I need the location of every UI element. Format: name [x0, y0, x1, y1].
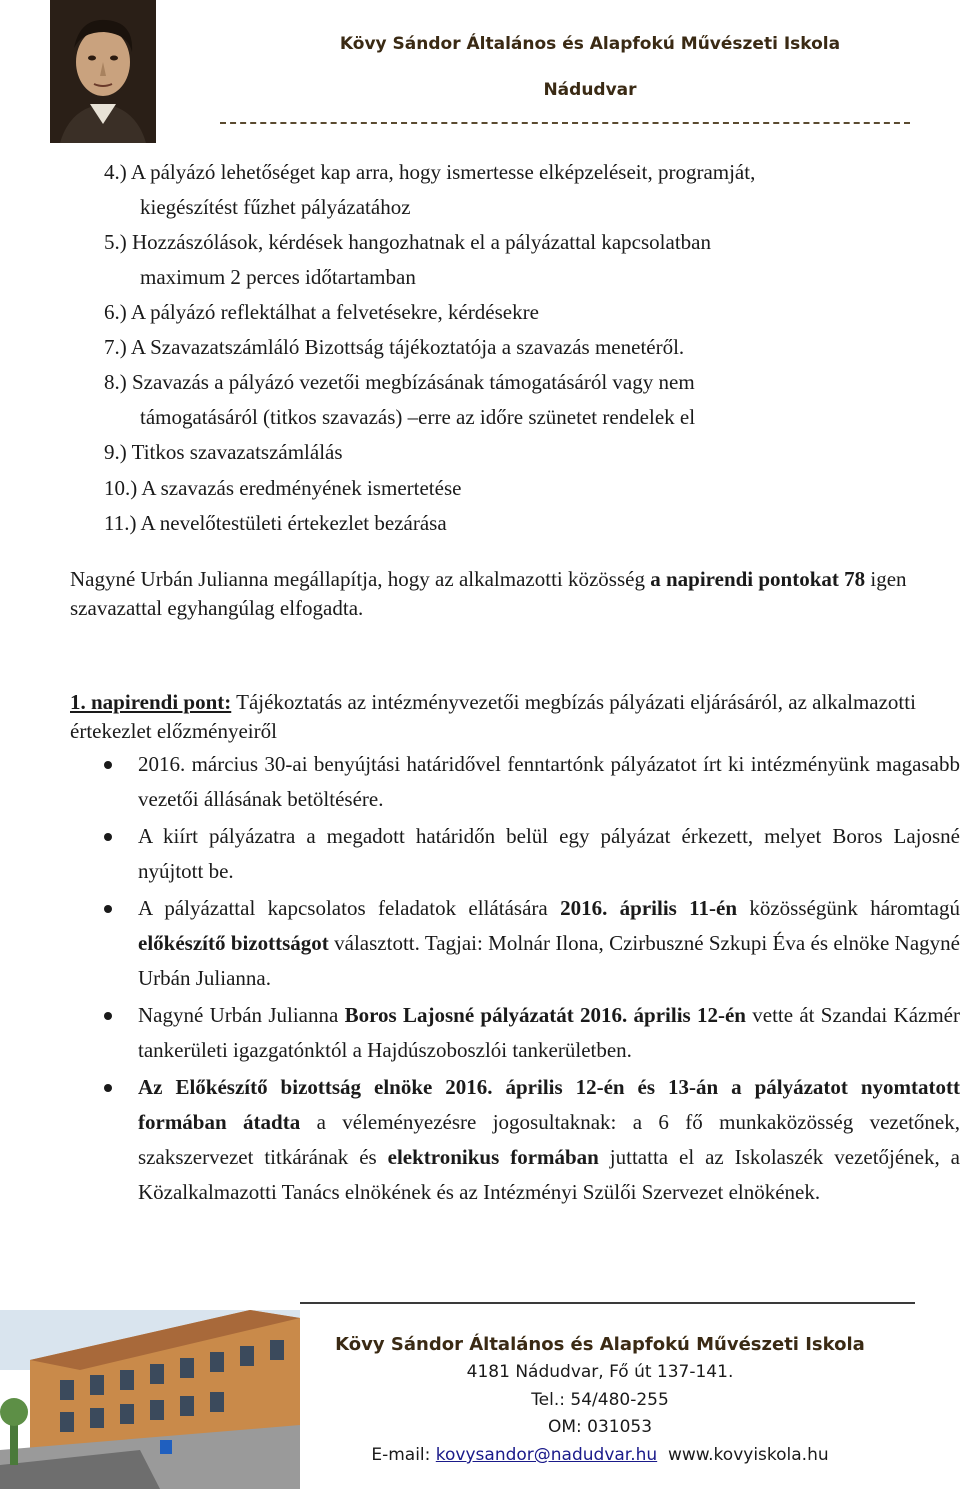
- agenda-item-11: [104, 506, 447, 541]
- bullet-list: [100, 747, 960, 1212]
- list-item: [100, 998, 960, 1068]
- agenda-item-continuation: támogatásáról (titkos szavazás) –erre az időre szünetet rendelek el: [140, 405, 696, 429]
- list-item: [100, 747, 960, 817]
- agenda-item-7: [104, 330, 684, 365]
- list-item: [100, 891, 960, 996]
- agenda-item-text: 8.) Szavazás a pályázó vezetői megbízásának támogatásáról vagy nem: [104, 370, 695, 394]
- bullet-icon: [104, 833, 112, 841]
- bullet-icon: [104, 1012, 112, 1020]
- agenda-point-heading: [70, 688, 960, 746]
- bullet-icon: [104, 761, 112, 769]
- list-item: [100, 819, 960, 889]
- agenda-item-8: [104, 365, 695, 435]
- email-link[interactable]: kovysandor@nadudvar.hu: [435, 1445, 658, 1465]
- bullet-icon: [104, 905, 112, 913]
- list-item-text: vette át Szandai Kázmér tankerületi igazgatónktól a Hajdúszoboszlói tankerületben.: [138, 1003, 960, 1062]
- agenda-item-continuation: maximum 2 perces időtartamban: [140, 265, 416, 289]
- decision-text-end: igen szavazattal egyhangúlag elfogadta.: [70, 567, 907, 620]
- website-link[interactable]: www.kovyiskola.hu: [668, 1445, 829, 1465]
- footer-contact: [320, 1445, 880, 1465]
- list-item-emphasis: 2016. április 11-én: [560, 896, 738, 920]
- point-title: Tájékoztatás az intézményvezetői megbízás pályázati eljárásáról, az alkalmazotti értekezlet előzményeiről: [70, 690, 916, 743]
- list-item-text: A pályázattal kapcsolatos feladatok ellátására: [138, 896, 561, 920]
- decision-paragraph: [70, 565, 960, 623]
- list-item: [100, 1070, 960, 1210]
- list-item-text: választott. Tagjai: Molnár Ilona, Czirbuszné Szkupi Éva és elnöke Nagyné Urbán Julianna.: [138, 931, 960, 990]
- agenda-item-5: [104, 225, 711, 295]
- list-item-emphasis: előkészítő bizottságot: [138, 931, 329, 955]
- header-school-name: Kövy Sándor Általános és Alapfokú Művészeti Iskola: [339, 34, 841, 54]
- agenda-item-text: 4.) A pályázó lehetőséget kap arra, hogy ismertesse elképzeléseit, programját,: [104, 160, 756, 184]
- agenda-item-4: [104, 155, 755, 225]
- agenda-item-text: 5.) Hozzászólások, kérdések hangozhatnak el a pályázattal kapcsolatban: [104, 230, 711, 254]
- footer-school-name: Kövy Sándor Általános és Alapfokú Művészeti Iskola: [335, 1334, 865, 1355]
- agenda-item-text: 7.) A Szavazatszámláló Bizottság tájékoztatója a szavazás menetéről.: [104, 335, 685, 359]
- decision-emphasis: a napirendi pontokat 78: [650, 567, 866, 591]
- list-item-text: juttatta el az Iskolaszék vezetőjének, a Közalkalmazotti Tanács elnökének és az Intézményi Szülői Szervezet elnökének.: [138, 1145, 960, 1204]
- point-label: 1. napirendi pont:: [70, 690, 232, 714]
- list-item-text: Nagyné Urbán Julianna: [138, 1003, 345, 1027]
- email-label: E-mail:: [371, 1445, 436, 1465]
- list-item-emphasis: Az Előkészítő bizottság elnöke 2016. április 12-én és 13-án a pályázatot nyomtatott formában átadta: [138, 1075, 960, 1134]
- bullet-icon: [104, 1084, 112, 1092]
- list-item-text: 2016. március 30-ai benyújtási határidővel fenntartónk pályázatot írt ki intézményünk magasabb vezetői állásának betöltésére.: [138, 752, 960, 811]
- agenda-item-text: 10.) A szavazás eredményének ismertetése: [104, 476, 462, 500]
- agenda-item-9: [104, 435, 343, 470]
- agenda-item-text: 6.) A pályázó reflektálhat a felvetésekre, kérdésekre: [104, 300, 539, 324]
- footer-divider: [275, 1302, 915, 1304]
- school-building-image: [0, 1300, 300, 1489]
- list-item-text: A kiírt pályázatra a megadott határidőn belül egy pályázat érkezett, melyet Boros Lajosné nyújtott be.: [138, 824, 960, 883]
- header-divider: [220, 122, 910, 124]
- list-item-text: közösségünk háromtagú: [737, 896, 960, 920]
- list-item-emphasis: Boros Lajosné pályázatát 2016. április 12-én: [344, 1003, 746, 1027]
- founder-portrait: [50, 0, 156, 143]
- agenda-item-continuation: kiegészítést fűzhet pályázatához: [140, 195, 411, 219]
- footer-om: OM: 031053: [547, 1417, 653, 1437]
- agenda-item-text: 11.) A nevelőtestületi értekezlet bezárása: [104, 511, 447, 535]
- list-item-emphasis: elektronikus formában: [387, 1145, 599, 1169]
- decision-text: Nagyné Urbán Julianna megállapítja, hogy az alkalmazotti közösség: [70, 567, 651, 591]
- footer-address: 4181 Nádudvar, Fő út 137-141.: [466, 1362, 734, 1382]
- agenda-item-10: [104, 471, 461, 506]
- agenda-item-6: [104, 295, 539, 330]
- list-item-text: a véleményezésre jogosultaknak: a 6 fő munkaközösség vezetőnek, szakszervezet titkárának és: [138, 1110, 960, 1169]
- header-town: Nádudvar: [543, 80, 637, 100]
- footer-phone: Tel.: 54/480-255: [531, 1390, 669, 1410]
- agenda-item-text: 9.) Titkos szavazatszámlálás: [104, 440, 343, 464]
